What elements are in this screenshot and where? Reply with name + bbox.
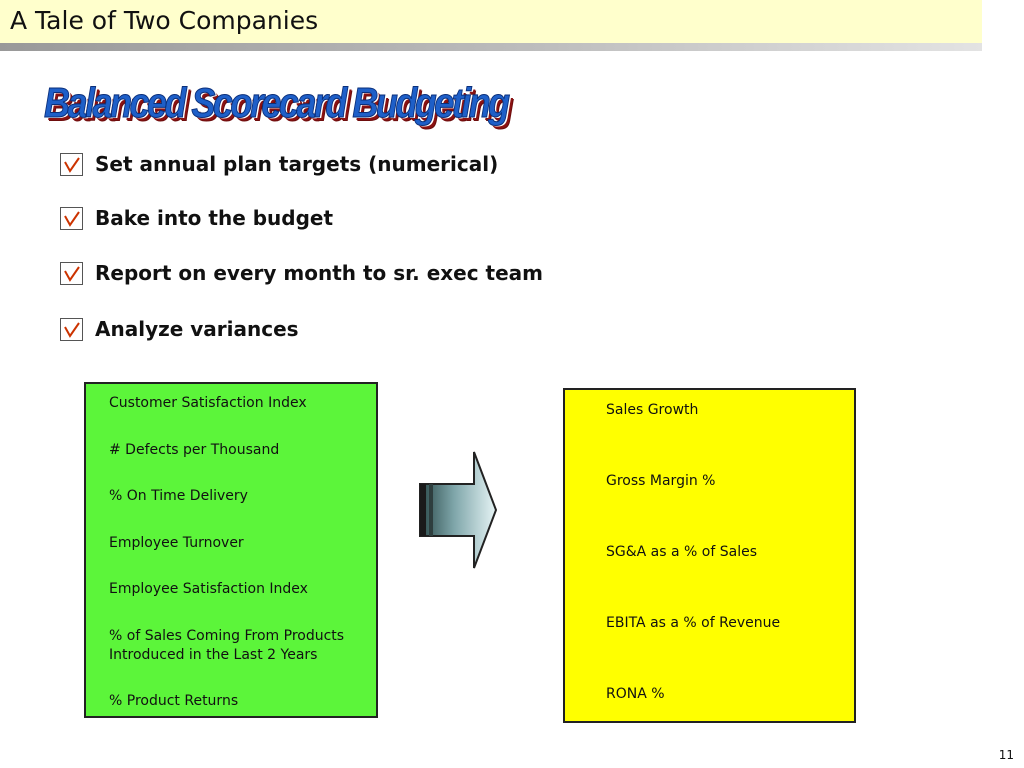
title-rule [0, 43, 982, 51]
metric-item: Customer Satisfaction Index [109, 395, 307, 411]
bullet-label: Set annual plan targets (numerical) [95, 152, 499, 176]
section-heading: Balanced Scorecard Budgeting [44, 79, 508, 126]
bullet-label: Bake into the budget [95, 206, 334, 230]
metric-item: % of Sales Coming From Products Introduced in the Last 2 Years [109, 628, 345, 663]
operational-metrics-box [84, 382, 378, 718]
metric-item: SG&A as a % of Sales [606, 544, 757, 560]
page-number: 11 [998, 748, 1014, 762]
financial-metrics-box [563, 388, 856, 723]
slide-title: A Tale of Two Companies [10, 6, 319, 35]
metric-item: Employee Turnover [109, 535, 244, 551]
bullet-item [60, 205, 333, 231]
title-bar [0, 0, 982, 43]
metric-item: % Product Returns [109, 693, 239, 709]
metric-item: Sales Growth [606, 402, 699, 418]
checkbox-checked-icon [60, 153, 83, 176]
bullet-label: Analyze variances [95, 317, 299, 341]
metric-item: % On Time Delivery [109, 488, 248, 504]
bullet-item [60, 260, 543, 286]
checkbox-checked-icon [60, 262, 83, 285]
metric-item: Gross Margin % [606, 473, 716, 489]
bullet-label: Report on every month to sr. exec team [95, 261, 544, 285]
metric-item: # Defects per Thousand [109, 442, 280, 458]
metric-item: EBITA as a % of Revenue [606, 615, 781, 631]
metric-item: RONA % [606, 686, 665, 702]
bullet-item [60, 316, 299, 342]
checkbox-checked-icon [60, 207, 83, 230]
checkbox-checked-icon [60, 318, 83, 341]
right-arrow-icon [416, 450, 500, 574]
metric-item: Employee Satisfaction Index [109, 581, 308, 597]
bullet-item [60, 151, 498, 177]
